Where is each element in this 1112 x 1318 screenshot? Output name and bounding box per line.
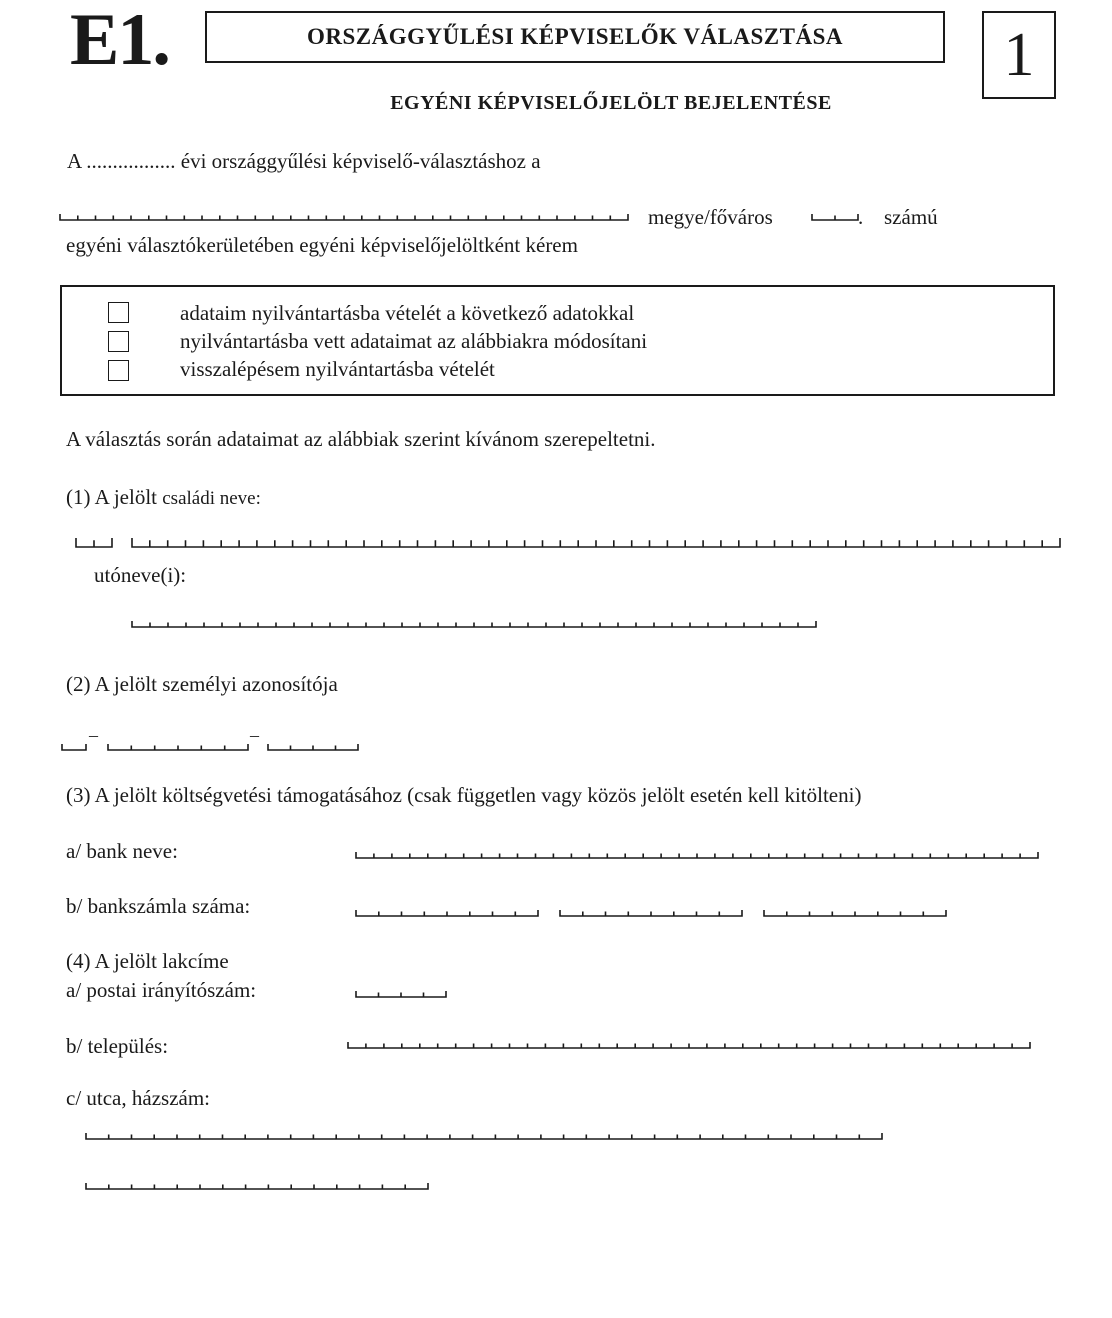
option-label-register: adataim nyilvántartásba vételét a következő adatokkal [180,301,635,325]
family-name-comb-field[interactable] [132,538,1060,547]
family-name-prefix-comb-field[interactable] [76,538,112,547]
page-number: 1 [1003,21,1035,89]
district-number-label: számú [884,205,938,229]
personal-id-serial-comb-field[interactable] [268,744,358,750]
given-names-label: utóneve(i): [94,563,187,587]
section2-heading: (2) A jelölt személyi azonosítója [66,672,338,696]
intro-line-election-year: A ................. évi országgyűlési képviselő-választáshoz a [67,149,541,173]
bank-name-label: a/ bank neve: [66,839,178,863]
personal-id-dash-1: – [89,725,98,745]
personal-id-birthdate-comb-field[interactable] [108,744,248,750]
bank-name-comb-field[interactable] [356,852,1038,858]
given-names-comb-field[interactable] [132,621,816,627]
section1-heading-suffix: családi neve: [162,488,261,509]
section1-heading [66,484,261,512]
personal-id-dash-2: – [250,725,259,745]
street-line2-comb-field[interactable] [86,1183,428,1189]
intro-line-request: egyéni választókerületében egyéni képviselőjelöltként kérem [66,233,578,257]
statement-text: A választás során adataimat az alábbiak szerint kívánom szerepeltetni. [66,427,656,451]
section4-heading: (4) A jelölt lakcíme [66,949,229,973]
district-number-suffix: . [858,205,864,229]
form-title: ORSZÁGGYŰLÉSI KÉPVISELŐK VÁLASZTÁSA [307,24,843,49]
option-checkbox-withdraw[interactable] [108,360,129,381]
bank-account-label: b/ bankszámla száma: [66,894,251,918]
bank-account-part1-comb-field[interactable] [356,910,538,916]
option-checkbox-modify[interactable] [108,331,129,352]
county-label: megye/főváros [648,205,773,229]
option-label-modify: nyilvántartásba vett adataimat az alábbiakra módosítani [180,329,648,353]
postcode-comb-field[interactable] [356,991,446,997]
personal-id-sex-comb-field[interactable] [62,744,86,750]
option-checkbox-register[interactable] [108,302,129,323]
settlement-comb-field[interactable] [348,1042,1030,1048]
settlement-label: b/ település: [66,1034,169,1058]
form-code: E1. [70,0,169,81]
street-line1-comb-field[interactable] [86,1133,882,1139]
bank-account-part3-comb-field[interactable] [764,910,946,916]
district-number-comb-field[interactable] [812,214,858,220]
postcode-label: a/ postai irányítószám: [66,978,257,1002]
form-subtitle: EGYÉNI KÉPVISELŐJELÖLT BEJELENTÉSE [390,92,832,114]
county-comb-field[interactable] [60,214,628,220]
section3-heading: (3) A jelölt költségvetési támogatásához (csak független vagy közös jelölt esetén kell kitölteni) [66,783,862,807]
bank-account-part2-comb-field[interactable] [560,910,742,916]
street-label: c/ utca, házszám: [66,1086,211,1110]
section1-heading-prefix: (1) A jelölt [66,485,157,509]
option-label-withdraw: visszalépésem nyilvántartásba vételét [180,357,495,381]
